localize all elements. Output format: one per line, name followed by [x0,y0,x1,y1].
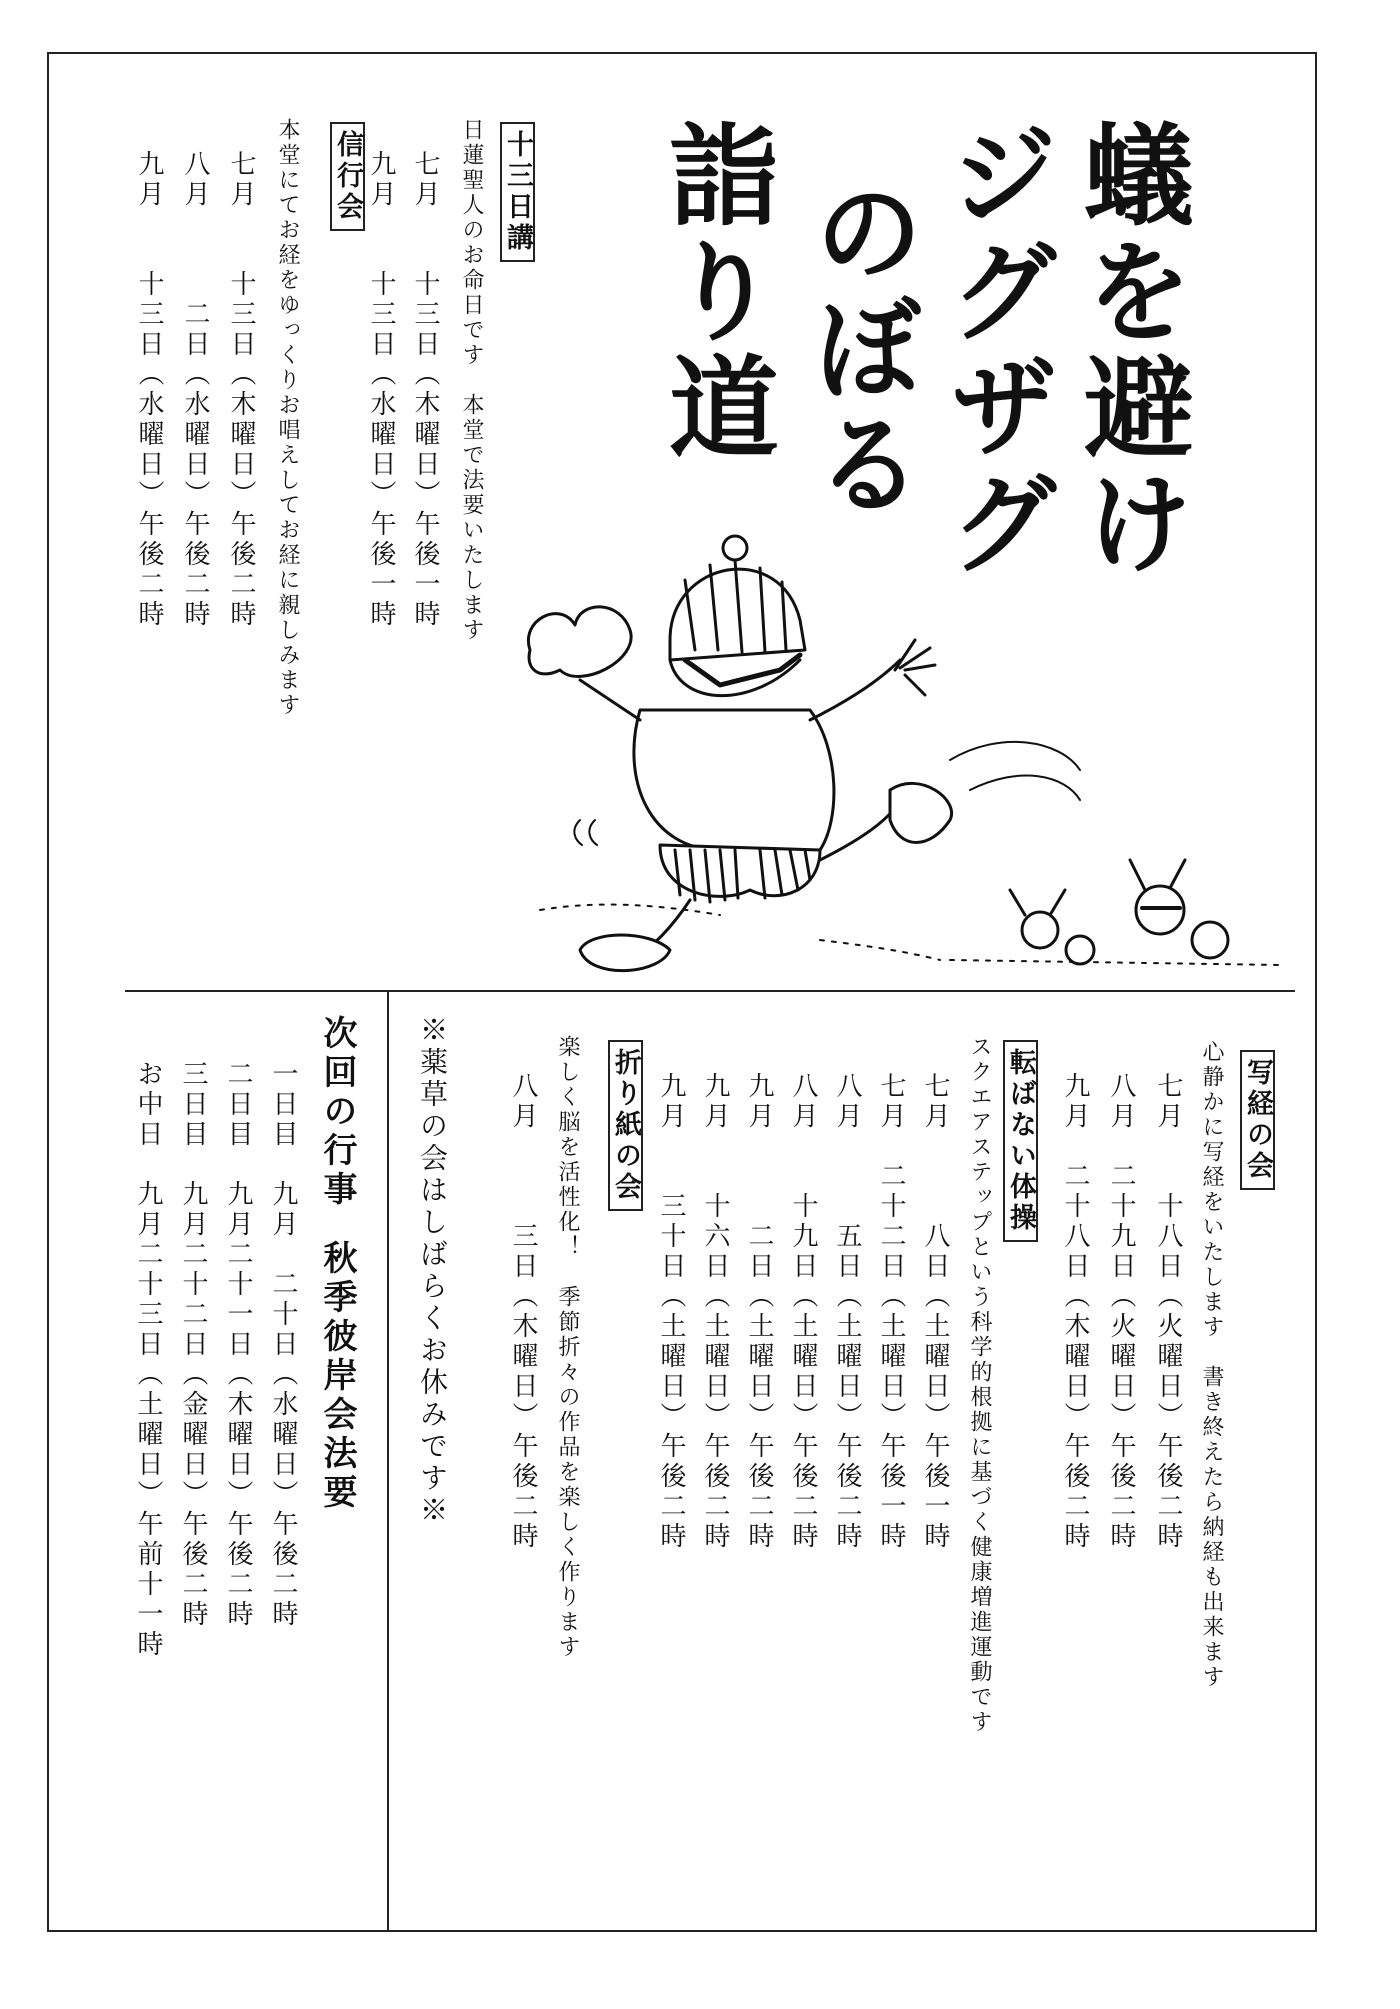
shingyokai-intro: 本堂にてお経をゆっくりお唱えしてお経に親しみます [275,118,300,718]
shakyo-row-3: 九月 二十八日（木曜日）午後二時 [1060,1072,1090,1552]
shakyo-row-2: 八月 二十九日（火曜日）午後二時 [1106,1072,1136,1552]
shingyokai-row-3: 九月 十三日（水曜日）午後二時 [134,150,164,630]
next-event-row-2: 二日目 九月二十一日（木曜日）午後二時 [223,1060,253,1630]
taiso-row-3: 八月 五日（土曜日）午後二時 [832,1072,862,1552]
next-event-row-4: お中日 九月二十三日（土曜日）午前十一時 [133,1060,163,1660]
taiso-row-2: 七月 二十二日（土曜日）午後一時 [876,1072,906,1552]
headline-line-4: 詣り道 [651,118,779,466]
origami-title: 折り紙の会 [608,1040,643,1211]
next-event-row-3: 三日目 九月二十二日（金曜日）午後二時 [178,1060,208,1630]
shakyo-intro: 心静かに写経をいたします 書き終えたら納経も出来ます [1199,1040,1224,1690]
taiso-row-6: 九月 十六日（土曜日）午後二時 [700,1072,730,1552]
running-child-illustration [520,520,1300,990]
section-divider-vertical [387,990,389,1932]
origami-row-1: 八月 三日（木曜日）午後二時 [508,1072,538,1552]
shingyokai-title: 信行会 [330,122,365,231]
yakuso-note: ※薬草の会はしばらくお休みです※ [416,1015,449,1527]
shakyo-title: 写経の会 [1240,1050,1275,1190]
taiso-row-1: 七月 八日（土曜日）午後一時 [920,1072,950,1552]
shingyokai-row-2: 八月 二日（水曜日）午後二時 [180,150,210,630]
origami-intro: 楽しく脳を活性化！ 季節折々の作品を楽しく作ります [555,1035,580,1660]
taiso-intro: スクエアステップという科学的根拠に基づく健康増進運動です [967,1035,992,1735]
jusannichi-row-1: 七月 十三日（木曜日）午後一時 [410,150,440,630]
section-divider-horizontal [125,990,1295,992]
jusannichi-title: 十三日講 [500,122,535,262]
taiso-row-5: 九月 二日（土曜日）午後二時 [744,1072,774,1552]
next-event-heading: 次回の行事 [317,1015,357,1210]
headline-line-3: のぼる [796,175,924,523]
taiso-title: 転ばない体操 [1003,1040,1038,1242]
next-event-row-1: 一日目 九月 二十日（水曜日）午後二時 [268,1060,298,1630]
shakyo-row-1: 七月 十八日（火曜日）午後二時 [1153,1072,1183,1552]
shingyokai-row-1: 七月 十三日（木曜日）午後二時 [226,150,256,630]
jusannichi-intro: 日蓮聖人のお命日です 本堂で法要いたします [459,118,484,643]
taiso-row-7: 九月 三十日（土曜日）午後二時 [656,1072,686,1552]
jusannichi-row-2: 九月 十三日（水曜日）午後一時 [366,150,396,630]
next-event-name: 秋季彼岸会法要 [317,1240,357,1513]
headline-line-1: 蟻を避け [1066,118,1194,582]
taiso-row-4: 八月 十九日（土曜日）午後二時 [788,1072,818,1552]
headline-line-2: ジグザグ [931,118,1059,582]
